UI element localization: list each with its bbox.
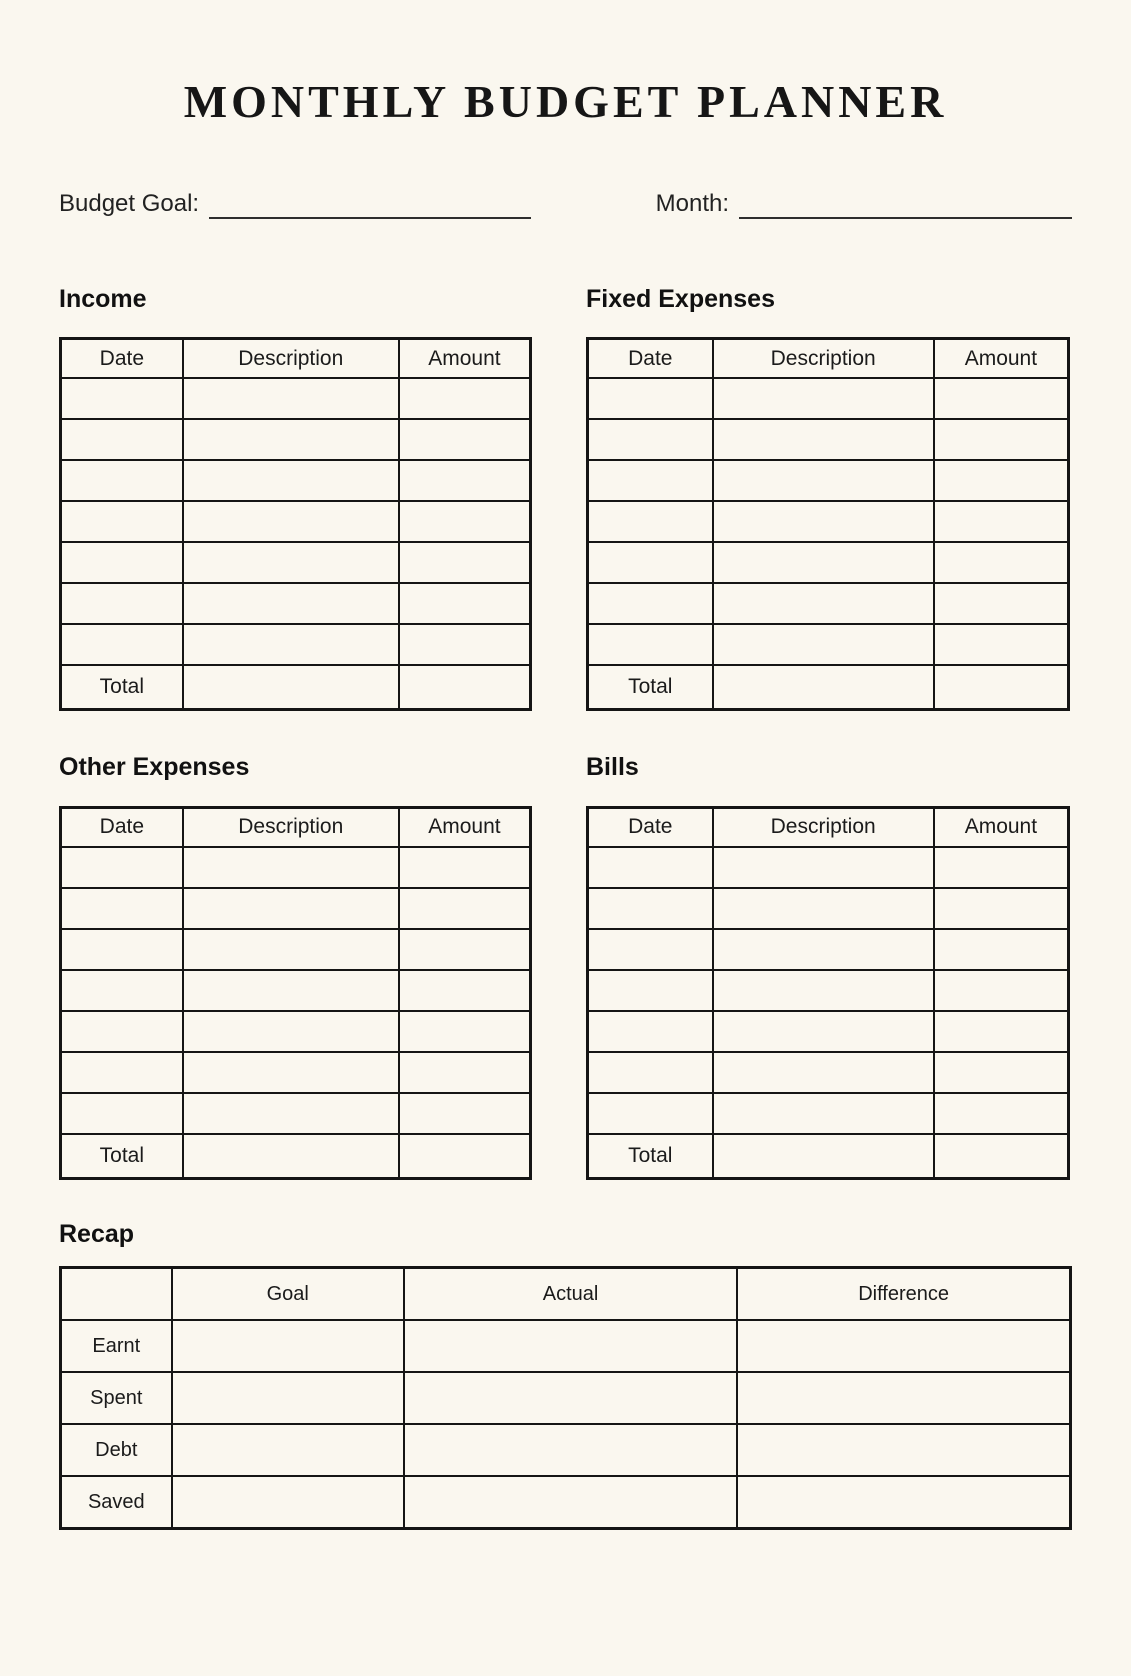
other-expenses-description-cell[interactable] [183, 1052, 399, 1093]
recap-row-label-debt: Debt [61, 1424, 172, 1476]
income-date-cell[interactable] [61, 501, 183, 542]
income-column-header-date: Date [61, 339, 183, 379]
other-expenses-blank-row [61, 888, 531, 929]
other-expenses-description-cell[interactable] [183, 888, 399, 929]
fixed-expenses-blank-row [588, 501, 1069, 542]
other-expenses-date-cell[interactable] [61, 888, 183, 929]
other-expenses-blank-row [61, 1011, 531, 1052]
recap-row-spent [61, 1372, 1071, 1424]
income-blank-row [61, 419, 531, 460]
bills-date-cell[interactable] [588, 1052, 713, 1093]
other-expenses-description-cell[interactable] [183, 1011, 399, 1052]
fixed-expenses-header-row [588, 339, 1069, 379]
other-expenses-description-cell[interactable] [183, 847, 399, 888]
other-expenses-description-cell[interactable] [183, 1093, 399, 1134]
fixed-expenses-description-cell[interactable] [713, 624, 934, 665]
income-total-description-cell[interactable] [183, 665, 399, 710]
income-description-cell[interactable] [183, 624, 399, 665]
other-expenses-header-row [61, 807, 531, 847]
income-total-label: Total [61, 665, 183, 710]
recap-spent-actual-cell[interactable] [404, 1372, 737, 1424]
income-date-cell[interactable] [61, 460, 183, 501]
bills-date-cell[interactable] [588, 970, 713, 1011]
income-description-cell[interactable] [183, 542, 399, 583]
income-blank-row [61, 624, 531, 665]
income-total-amount-cell[interactable] [399, 665, 531, 710]
header-fields-row [59, 189, 1072, 219]
bills-total-description-cell[interactable] [713, 1134, 934, 1179]
budget-goal-input-line[interactable] [209, 189, 531, 219]
section-title-fixed-expenses: Fixed Expenses [586, 284, 775, 313]
fixed-expenses-description-cell[interactable] [713, 378, 934, 419]
recap-debt-actual-cell[interactable] [404, 1424, 737, 1476]
bills-description-cell[interactable] [713, 847, 934, 888]
bills-description-cell[interactable] [713, 1052, 934, 1093]
bills-total-amount-cell[interactable] [934, 1134, 1069, 1179]
income-date-cell[interactable] [61, 419, 183, 460]
recap-section [59, 1218, 1072, 1531]
recap-row-label-saved: Saved [61, 1476, 172, 1529]
recap-table [59, 1266, 1072, 1530]
bills-date-cell[interactable] [588, 888, 713, 929]
bills-amount-cell[interactable] [934, 970, 1069, 1011]
recap-saved-actual-cell[interactable] [404, 1476, 737, 1529]
bills-amount-cell[interactable] [934, 847, 1069, 888]
recap-row-debt [61, 1424, 1071, 1476]
section-other-expenses [59, 751, 532, 1180]
income-table [59, 337, 532, 711]
bills-column-header-description: Description [713, 807, 934, 847]
recap-debt-difference-cell[interactable] [737, 1424, 1070, 1476]
fixed-expenses-date-cell[interactable] [588, 419, 713, 460]
section-title-income: Income [59, 284, 147, 313]
fixed-expenses-amount-cell[interactable] [934, 378, 1069, 419]
section-title-recap: Recap [59, 1219, 135, 1248]
income-blank-row [61, 501, 531, 542]
other-expenses-blank-row [61, 1052, 531, 1093]
fixed-expenses-date-cell[interactable] [588, 501, 713, 542]
bills-header-row [588, 807, 1069, 847]
recap-row-label-earnt: Earnt [61, 1320, 172, 1372]
bills-column-header-amount: Amount [934, 807, 1069, 847]
bills-date-cell[interactable] [588, 847, 713, 888]
bills-blank-row [588, 1052, 1069, 1093]
fixed-expenses-total-label: Total [588, 665, 713, 710]
bills-date-cell[interactable] [588, 1093, 713, 1134]
fixed-expenses-column-header-description: Description [713, 339, 934, 379]
recap-earnt-goal-cell[interactable] [172, 1320, 404, 1372]
fixed-expenses-amount-cell[interactable] [934, 419, 1069, 460]
other-expenses-date-cell[interactable] [61, 847, 183, 888]
recap-column-header-difference: Difference [737, 1268, 1070, 1321]
fixed-expenses-total-amount-cell[interactable] [934, 665, 1069, 710]
fixed-expenses-date-cell[interactable] [588, 460, 713, 501]
fixed-expenses-amount-cell[interactable] [934, 624, 1069, 665]
section-fixed-expenses [586, 283, 1070, 712]
fixed-expenses-blank-row [588, 542, 1069, 583]
month-field [656, 189, 1072, 219]
income-amount-cell[interactable] [399, 624, 531, 665]
other-expenses-blank-row [61, 847, 531, 888]
fixed-expenses-blank-row [588, 419, 1069, 460]
fixed-expenses-date-cell[interactable] [588, 583, 713, 624]
bills-blank-row [588, 1011, 1069, 1052]
bills-amount-cell[interactable] [934, 1011, 1069, 1052]
income-column-header-description: Description [183, 339, 399, 379]
other-expenses-amount-cell[interactable] [399, 847, 531, 888]
recap-row-earnt [61, 1320, 1071, 1372]
other-expenses-date-cell[interactable] [61, 1093, 183, 1134]
bills-total-label: Total [588, 1134, 713, 1179]
bills-description-cell[interactable] [713, 888, 934, 929]
income-description-cell[interactable] [183, 583, 399, 624]
other-expenses-date-cell[interactable] [61, 1011, 183, 1052]
fixed-expenses-amount-cell[interactable] [934, 501, 1069, 542]
section-title-other-expenses: Other Expenses [59, 753, 250, 782]
income-total-row [61, 665, 531, 710]
recap-earnt-difference-cell[interactable] [737, 1320, 1070, 1372]
other-expenses-column-header-description: Description [183, 807, 399, 847]
other-expenses-amount-cell[interactable] [399, 929, 531, 970]
budget-goal-label: Budget Goal: [59, 189, 200, 217]
other-expenses-amount-cell[interactable] [399, 888, 531, 929]
income-amount-cell[interactable] [399, 501, 531, 542]
income-description-cell[interactable] [183, 419, 399, 460]
fixed-expenses-description-cell[interactable] [713, 583, 934, 624]
fixed-expenses-blank-row [588, 378, 1069, 419]
income-amount-cell[interactable] [399, 583, 531, 624]
bills-blank-row [588, 929, 1069, 970]
recap-saved-difference-cell[interactable] [737, 1476, 1070, 1529]
fixed-expenses-amount-cell[interactable] [934, 542, 1069, 583]
recap-earnt-actual-cell[interactable] [404, 1320, 737, 1372]
bills-description-cell[interactable] [713, 929, 934, 970]
income-amount-cell[interactable] [399, 419, 531, 460]
recap-debt-goal-cell[interactable] [172, 1424, 404, 1476]
recap-column-header-goal: Goal [172, 1268, 404, 1321]
fixed-expenses-date-cell[interactable] [588, 624, 713, 665]
fixed-expenses-blank-row [588, 624, 1069, 665]
fixed-expenses-total-description-cell[interactable] [713, 665, 934, 710]
page-title: MONTHLY BUDGET PLANNER [183, 76, 948, 127]
bills-blank-row [588, 847, 1069, 888]
section-income [59, 283, 532, 712]
bills-blank-row [588, 1093, 1069, 1134]
income-date-cell[interactable] [61, 624, 183, 665]
bills-blank-row [588, 888, 1069, 929]
other-expenses-date-cell[interactable] [61, 929, 183, 970]
other-expenses-total-amount-cell[interactable] [399, 1134, 531, 1179]
other-expenses-description-cell[interactable] [183, 970, 399, 1011]
fixed-expenses-description-cell[interactable] [713, 419, 934, 460]
recap-corner-cell [61, 1268, 172, 1321]
month-input-line[interactable] [739, 189, 1072, 219]
recap-header-row [61, 1268, 1071, 1321]
other-expenses-amount-cell[interactable] [399, 1093, 531, 1134]
bills-total-row [588, 1134, 1069, 1179]
other-expenses-table [59, 806, 532, 1180]
month-label: Month: [655, 189, 729, 217]
bills-amount-cell[interactable] [934, 929, 1069, 970]
fixed-expenses-table [586, 337, 1070, 711]
other-expenses-date-cell[interactable] [61, 970, 183, 1011]
income-blank-row [61, 583, 531, 624]
bills-amount-cell[interactable] [934, 888, 1069, 929]
fixed-expenses-description-cell[interactable] [713, 542, 934, 583]
other-expenses-date-cell[interactable] [61, 1052, 183, 1093]
fixed-expenses-description-cell[interactable] [713, 460, 934, 501]
income-description-cell[interactable] [183, 460, 399, 501]
other-expenses-amount-cell[interactable] [399, 1052, 531, 1093]
bills-blank-row [588, 970, 1069, 1011]
other-expenses-amount-cell[interactable] [399, 1011, 531, 1052]
income-column-header-amount: Amount [399, 339, 531, 379]
bills-date-cell[interactable] [588, 929, 713, 970]
fixed-expenses-description-cell[interactable] [713, 501, 934, 542]
recap-spent-difference-cell[interactable] [737, 1372, 1070, 1424]
fixed-expenses-column-header-amount: Amount [934, 339, 1069, 379]
fixed-expenses-total-row [588, 665, 1069, 710]
other-expenses-total-row [61, 1134, 531, 1179]
income-date-cell[interactable] [61, 378, 183, 419]
income-header-row [61, 339, 531, 379]
recap-row-label-spent: Spent [61, 1372, 172, 1424]
fixed-expenses-column-header-date: Date [588, 339, 713, 379]
recap-spent-goal-cell[interactable] [172, 1372, 404, 1424]
other-expenses-blank-row [61, 970, 531, 1011]
recap-saved-goal-cell[interactable] [172, 1476, 404, 1529]
other-expenses-amount-cell[interactable] [399, 970, 531, 1011]
income-description-cell[interactable] [183, 378, 399, 419]
income-amount-cell[interactable] [399, 542, 531, 583]
other-expenses-total-label: Total [61, 1134, 183, 1179]
income-description-cell[interactable] [183, 501, 399, 542]
income-amount-cell[interactable] [399, 378, 531, 419]
other-expenses-blank-row [61, 1093, 531, 1134]
bills-table [586, 806, 1070, 1180]
fixed-expenses-blank-row [588, 460, 1069, 501]
other-expenses-column-header-amount: Amount [399, 807, 531, 847]
bills-description-cell[interactable] [713, 1093, 934, 1134]
budget-planner-page [0, 76, 1131, 1530]
fixed-expenses-blank-row [588, 583, 1069, 624]
sections-grid [59, 283, 1072, 1180]
recap-column-header-actual: Actual [404, 1268, 737, 1321]
income-amount-cell[interactable] [399, 460, 531, 501]
income-blank-row [61, 378, 531, 419]
other-expenses-blank-row [61, 929, 531, 970]
recap-row-saved [61, 1476, 1071, 1529]
fixed-expenses-amount-cell[interactable] [934, 583, 1069, 624]
section-bills [586, 751, 1070, 1180]
income-date-cell[interactable] [61, 583, 183, 624]
income-blank-row [61, 460, 531, 501]
other-expenses-description-cell[interactable] [183, 929, 399, 970]
bills-date-cell[interactable] [588, 1011, 713, 1052]
income-date-cell[interactable] [61, 542, 183, 583]
fixed-expenses-date-cell[interactable] [588, 542, 713, 583]
bills-description-cell[interactable] [713, 970, 934, 1011]
bills-amount-cell[interactable] [934, 1093, 1069, 1134]
fixed-expenses-amount-cell[interactable] [934, 460, 1069, 501]
fixed-expenses-date-cell[interactable] [588, 378, 713, 419]
budget-goal-field [59, 189, 531, 219]
bills-description-cell[interactable] [713, 1011, 934, 1052]
bills-amount-cell[interactable] [934, 1052, 1069, 1093]
bills-column-header-date: Date [588, 807, 713, 847]
other-expenses-column-header-date: Date [61, 807, 183, 847]
other-expenses-total-description-cell[interactable] [183, 1134, 399, 1179]
income-blank-row [61, 542, 531, 583]
section-title-bills: Bills [586, 753, 639, 782]
